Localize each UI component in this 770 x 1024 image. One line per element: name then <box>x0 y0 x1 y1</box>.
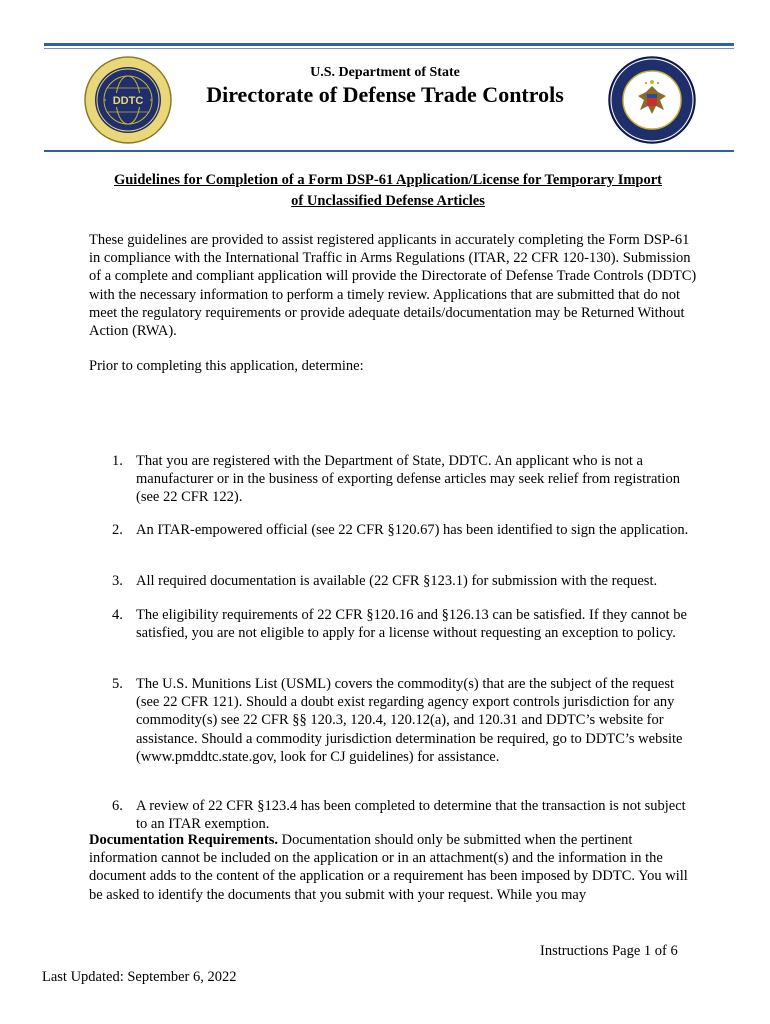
list-item-text: The eligibility requirements of 22 CFR §120.16 and §126.13 can be satisfied. If they cannot be satisfied, you are not eligible to apply for a license without requesting an exception to policy. <box>136 607 687 642</box>
list-item <box>112 572 692 590</box>
documentation-paragraph <box>89 831 699 904</box>
documentation-heading: Documentation Requirements. <box>89 832 279 848</box>
prior-paragraph: Prior to completing this application, determine: <box>89 358 364 374</box>
documentation-text: Documentation should only be submitted when the pertinent information cannot be included on the application or in an attachment(s) and the information in the document adds to the content of the application or a requirement has been imposed by DDTC. You will be asked to identify the documents that you submit with your request. While you may <box>89 832 688 903</box>
list-item <box>112 675 692 766</box>
list-item-text: That you are registered with the Department of State, DDTC. An applicant who is not a manufacturer or in the business of exporting defense articles may seek relief from registration (see 22 CFR 122). <box>136 453 680 506</box>
list-item-text: A review of 22 CFR §123.4 has been completed to determine that the transaction is not subject to an ITAR exemption. <box>136 798 686 833</box>
header-rule-top <box>44 43 734 46</box>
list-item-number: 2. <box>112 522 123 538</box>
last-updated-label: Last Updated: September 6, 2022 <box>42 969 237 985</box>
directorate-title: Directorate of Defense Trade Controls <box>206 82 564 107</box>
list-item-text: All required documentation is available (22 CFR §123.1) for submission with the request. <box>136 573 658 589</box>
list-item-number: 5. <box>112 676 123 692</box>
list-item-number: 4. <box>112 607 123 623</box>
department-name: U.S. Department of State <box>310 65 460 80</box>
list-item <box>112 797 692 833</box>
list-item-number: 3. <box>112 573 123 589</box>
header-rule-bottom <box>44 150 734 152</box>
page-number-label: Instructions Page 1 of 6 <box>540 943 678 959</box>
intro-paragraph: These guidelines are provided to assist registered applicants in accurately completing the Form DSP-61 in compliance with the International Traffic in Arms Regulations (ITAR, 22 CFR 120-130). Submission of a complete and compliant application will provide the Directorate of Defense Trade Controls (DDTC) with the necessary information to perform a timely review. Applications that are submitted that do not meet the regulatory requirements or provide adequate details/documentation may be Returned Without Action (RWA). <box>89 232 697 340</box>
list-item-number: 1. <box>112 453 123 469</box>
ddtc-seal-text: DDTC <box>112 95 144 107</box>
list-item-text: An ITAR-empowered official (see 22 CFR §120.67) has been identified to sign the application. <box>136 522 689 538</box>
list-item <box>112 452 692 507</box>
list-item-number: 6. <box>112 798 123 814</box>
guidelines-title-line2: of Unclassified Defense Articles <box>291 193 485 209</box>
guidelines-title <box>88 170 688 212</box>
list-item-text: The U.S. Munitions List (USML) covers the commodity(s) that are the subject of the request (see 22 CFR 121). Should a doubt exist regarding agency export controls jurisdiction for any commodity(s) see 22 CFR §§ 120.3, 120.4, 120.12(a), and 120.31 and DDTC’s website for assistance. Should a commodity jurisdiction determination be required, go to DDTC’s website (www.pmddtc.state.gov, look for CJ guidelines) for assistance. <box>136 676 683 765</box>
header-rule-thin <box>44 48 734 49</box>
guidelines-title-line1: Guidelines for Completion of a Form DSP-61 Application/License for Temporary Import <box>113 172 663 188</box>
list-item <box>112 606 692 642</box>
list-item <box>112 521 692 539</box>
